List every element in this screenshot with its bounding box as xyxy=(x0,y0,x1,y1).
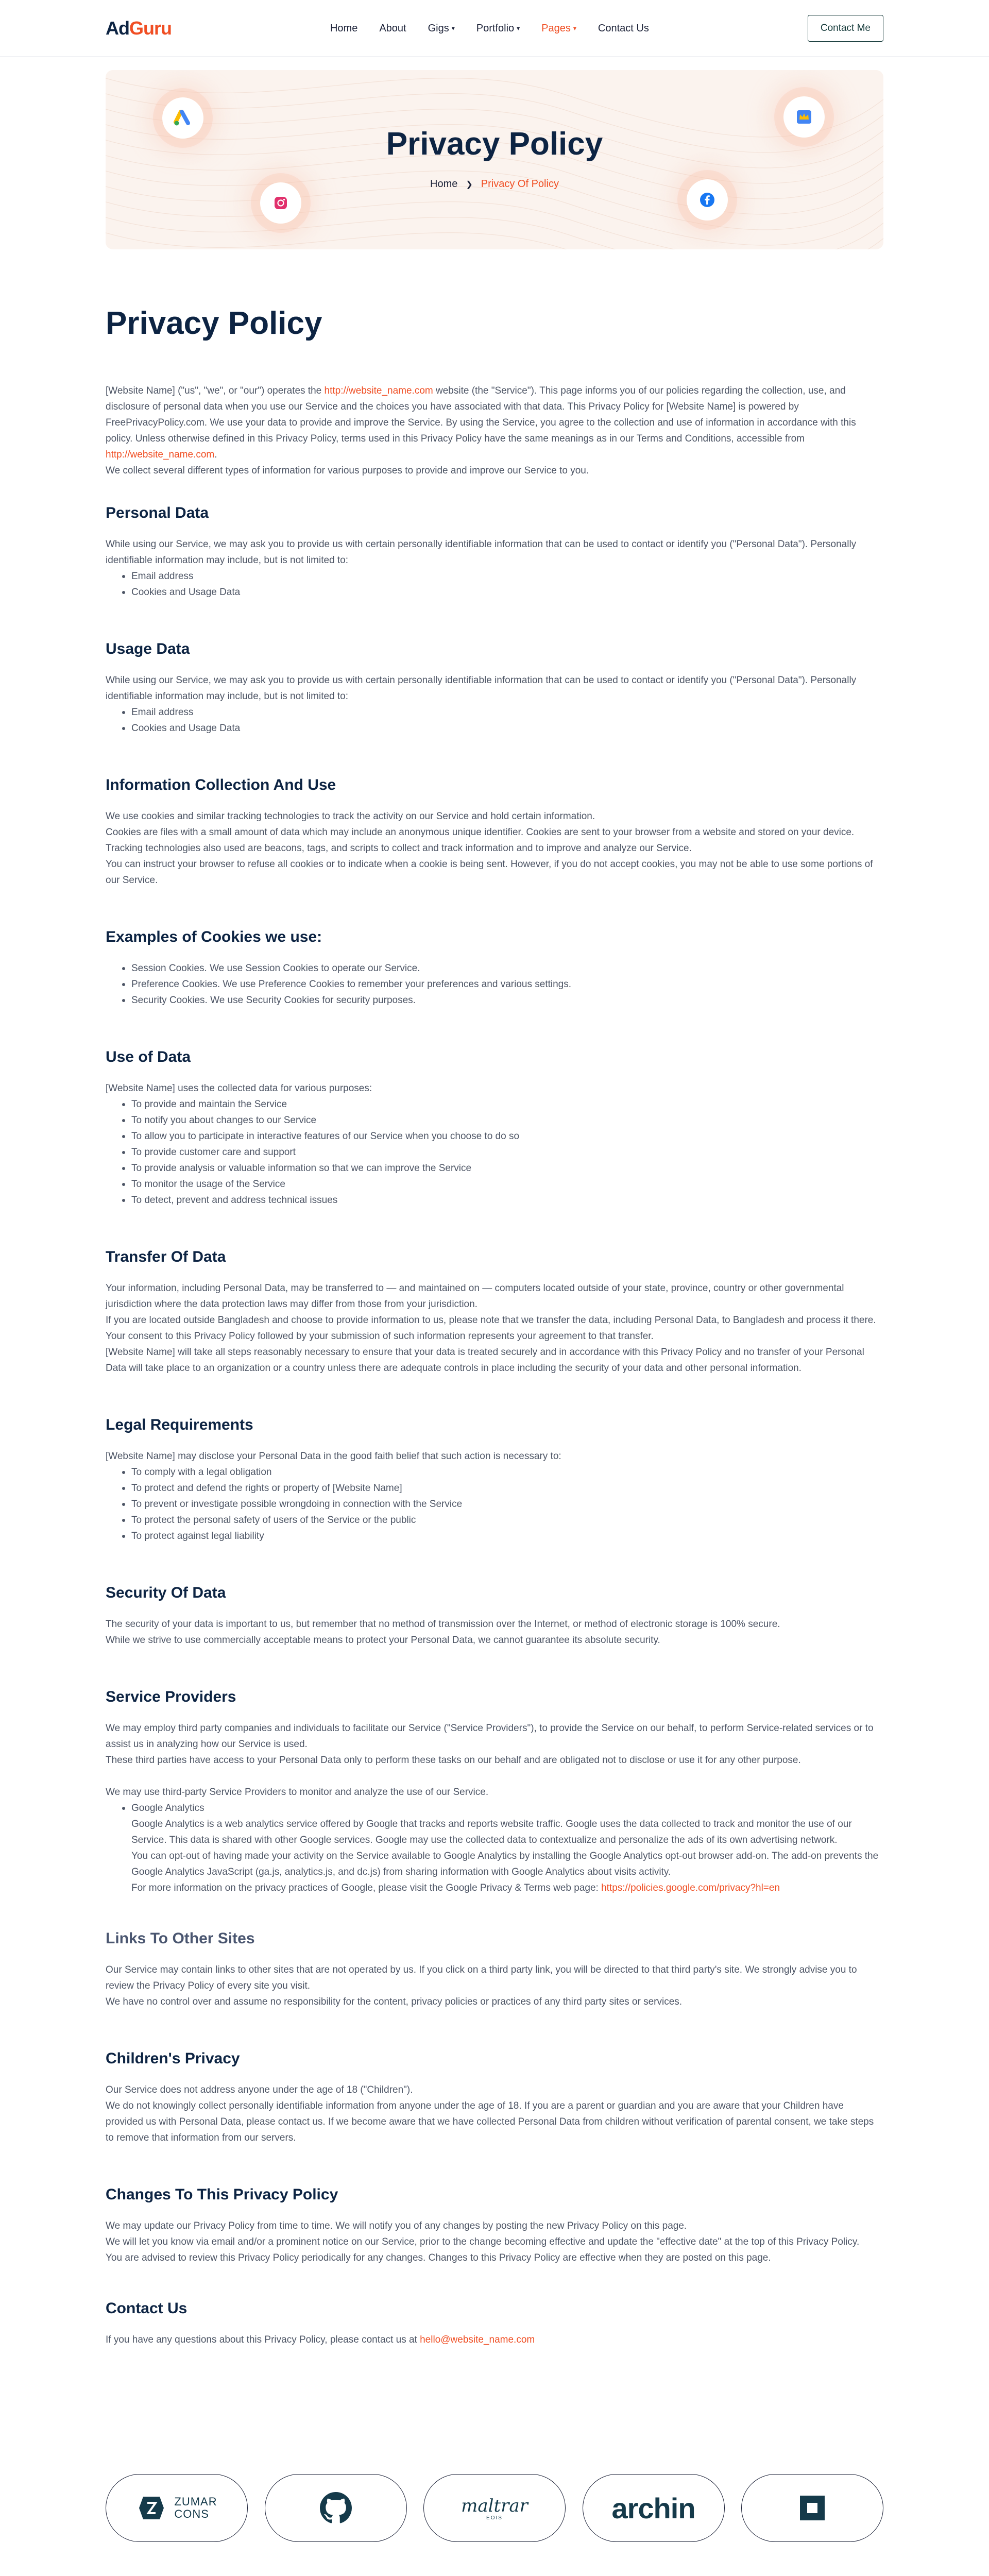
nav-gigs[interactable] xyxy=(428,23,455,35)
list-item: To detect, prevent and address technical issues xyxy=(131,1192,883,1208)
usage-data-list xyxy=(106,704,883,736)
children-section xyxy=(106,2050,883,2146)
nav-contact-label: Contact Us xyxy=(598,22,649,34)
page-title: Privacy Policy xyxy=(106,306,322,341)
section-text: You can instruct your browser to refuse all cookies or to indicate when a cookie is being sent. However, if you do not accept cookies, you may not be able to use some portions of our Service. xyxy=(106,859,873,886)
nav-about[interactable] xyxy=(379,23,406,35)
zumar-line1: ZUMAR xyxy=(174,2495,217,2508)
nav-portfolio[interactable] xyxy=(476,23,520,35)
nav-gigs-label: Gigs xyxy=(428,22,449,34)
intro-text-b: website (the "Service"). This page informs you of our policies regarding the collection, use, and disclosure of personal data when you use our Service and the choices you have associated with that data. This Privacy Policy for [Website Name] is powered by FreePrivacyPolicy.com. We use your data to provide and improve the Service. By using the Service, you agree to the collection and use of information in accordance with this policy. Unless otherwise defined in this Privacy Policy, terms used in this Privacy Policy have the same meanings as in our Terms and Conditions, accessible from xyxy=(106,385,856,444)
section-title: Transfer Of Data xyxy=(106,1248,226,1265)
section-title: Changes To This Privacy Policy xyxy=(106,2186,338,2203)
hero-banner xyxy=(106,70,883,249)
chevron-down-icon: ▾ xyxy=(517,25,520,32)
nav-about-label: About xyxy=(379,22,406,34)
nav-portfolio-label: Portfolio xyxy=(476,22,515,34)
partner-logo-square[interactable] xyxy=(741,2474,883,2542)
section-text: [Website Name] may disclose your Personal Data in the good faith belief that such action is necessary to: xyxy=(106,1451,561,1462)
partner-logo-zumar[interactable] xyxy=(106,2474,248,2542)
intro-section xyxy=(106,383,883,479)
providers-list xyxy=(106,1800,883,1816)
personal-data-list xyxy=(106,568,883,600)
section-text: We use cookies and similar tracking technologies to track the activity on our Service and hold certain information. xyxy=(106,811,595,822)
site-header xyxy=(0,0,989,57)
list-item: Email address xyxy=(131,568,883,584)
policy-content xyxy=(106,249,883,2348)
list-item: Preference Cookies. We use Preference Cookies to remember your preferences and various settings. xyxy=(131,976,883,992)
ga-more-text: For more information on the privacy practices of Google, please visit the Google Privacy & Terms web page: xyxy=(131,1883,602,1893)
facebook-icon xyxy=(700,192,715,208)
nav-home[interactable] xyxy=(330,23,357,35)
list-item: To prevent or investigate possible wrongdoing in connection with the Service xyxy=(131,1496,883,1512)
section-title: Service Providers xyxy=(106,1688,236,1705)
section-title: Usage Data xyxy=(106,640,190,657)
changes-section xyxy=(106,2186,883,2266)
section-text: Our Service may contain links to other sites that are not operated by us. If you click on a third party link, you will be directed to that third party's site. We strongly advise you to review the Privacy Policy of every site you visit. xyxy=(106,1964,857,1991)
section-text: We do not knowingly collect personally identifiable information from anyone under the age of 18. If you are a parent or guardian and you are aware that your Children have provided us with Personal Data, please contact us. If we become aware that we have collected Personal Data from children without verification of parental consent, we take steps to remove that information from our servers. xyxy=(106,2100,874,2143)
list-item: To provide customer care and support xyxy=(131,1144,883,1160)
section-text: While using our Service, we may ask you to provide us with certain personally identifiable information that can be used to contact or identify you ("Personal Data"). Personally identifiable information may include, but is not limited to: xyxy=(106,675,857,702)
partner-logo-archin[interactable] xyxy=(583,2474,725,2542)
maltrar-script: maltrar xyxy=(461,2495,528,2516)
list-item: To protect and defend the rights or property of [Website Name] xyxy=(131,1480,883,1496)
instagram-icon xyxy=(274,196,288,210)
list-item: To allow you to participate in interactive features of our Service when you choose to do so xyxy=(131,1128,883,1144)
archin-wordmark: archin xyxy=(611,2492,695,2524)
section-title: Legal Requirements xyxy=(106,1416,253,1433)
section-text: You are advised to review this Privacy Policy periodically for any changes. Changes to this Privacy Policy are effective when they are posted on this page. xyxy=(106,2252,771,2263)
section-title: Use of Data xyxy=(106,1048,191,1065)
zumar-line2: CONS xyxy=(174,2507,209,2520)
contact-me-button[interactable]: Contact Me xyxy=(808,15,883,42)
ga-text: Google Analytics is a web analytics service offered by Google that tracks and reports website traffic. Google uses the data collected to track and monitor the use of our Service. This data is shared with other Google services. Google may use the collected data to contextualize and personalize the ads of its own advertising network. xyxy=(131,1819,852,1845)
links-section xyxy=(106,1930,883,2010)
list-item: Cookies and Usage Data xyxy=(131,584,883,600)
website-link-2[interactable]: http://website_name.com xyxy=(106,449,215,460)
main-nav xyxy=(330,23,649,35)
square-logo-icon xyxy=(798,2494,827,2522)
list-item: Session Cookies. We use Session Cookies to operate our Service. xyxy=(131,960,883,976)
list-item: To notify you about changes to our Service xyxy=(131,1112,883,1128)
service-providers-section xyxy=(106,1688,883,1896)
contact-section xyxy=(106,2300,883,2348)
transfer-section xyxy=(106,1248,883,1376)
section-text: If you are located outside Bangladesh and choose to provide information to us, please note that we transfer the data, including Personal Data, to Bangladesh and process it there. xyxy=(106,1315,876,1326)
chevron-down-icon: ▾ xyxy=(573,25,576,32)
section-text: Cookies are files with a small amount of data which may include an anonymous unique identifier. Cookies are sent to your browser from a website and stored on your device. Tracking technologies also used are beacons, tags, and scripts to collect and track information and to improve and analyze our Service. xyxy=(106,827,855,854)
use-of-data-list xyxy=(106,1096,883,1208)
intro-text-c: . xyxy=(214,449,217,460)
section-text: We may employ third party companies and individuals to facilitate our Service ("Service Providers"), to provide the Service on our behalf, to perform Service-related services or to assist us in analyzing how our Service is used. xyxy=(106,1723,874,1750)
section-title: Contact Us xyxy=(106,2300,187,2317)
breadcrumb-home[interactable]: Home xyxy=(430,178,458,190)
legal-section xyxy=(106,1416,883,1544)
cookies-list xyxy=(106,960,883,1008)
section-text: Your information, including Personal Data, may be transferred to — and maintained on — computers located outside of your state, province, country or other governmental jurisdiction where the data protection laws may differ from those from your jurisdiction. xyxy=(106,1283,844,1310)
list-item: To protect the personal safety of users of the Service or the public xyxy=(131,1512,883,1528)
section-title: Personal Data xyxy=(106,504,209,521)
section-text: The security of your data is important to us, but remember that no method of transmission over the Internet, or method of electronic storage is 100% secure. xyxy=(106,1619,780,1630)
list-item: To provide analysis or valuable information so that we can improve the Service xyxy=(131,1160,883,1176)
website-link[interactable]: http://website_name.com xyxy=(324,385,433,396)
logo-part-guru: Guru xyxy=(129,18,172,39)
section-text: [Website Name] uses the collected data for various purposes: xyxy=(106,1083,372,1094)
list-item: To monitor the usage of the Service xyxy=(131,1176,883,1192)
nav-pages[interactable] xyxy=(541,23,576,35)
section-text: We may use third-party Service Providers to monitor and analyze the use of our Service. xyxy=(106,1787,489,1798)
use-of-data-section xyxy=(106,1048,883,1208)
section-text: While using our Service, we may ask you to provide us with certain personally identifiable information that can be used to contact or identify you ("Personal Data"). Personally identifiable information may include, but is not limited to: xyxy=(106,539,857,566)
zumar-logo-icon xyxy=(136,2494,167,2522)
logo-part-ad: Ad xyxy=(106,18,129,39)
section-text xyxy=(106,2332,883,2348)
section-title: Security Of Data xyxy=(106,1584,226,1601)
section-text: We may update our Privacy Policy from time to time. We will notify you of any changes by posting the new Privacy Policy on this page. xyxy=(106,2221,687,2231)
nav-home-label: Home xyxy=(330,22,358,34)
cookies-section xyxy=(106,928,883,1008)
list-item: To provide and maintain the Service xyxy=(131,1096,883,1112)
contact-text: If you have any questions about this Privacy Policy, please contact us at xyxy=(106,2334,420,2345)
section-text: We will let you know via email and/or a prominent notice on our Service, prior to the change becoming effective and update the "effective date" at the top of this Privacy Policy. xyxy=(106,2236,860,2247)
github-icon xyxy=(320,2492,352,2524)
intro-paragraph-2: We collect several different types of information for various purposes to provide and improve our Service to you. xyxy=(106,465,589,476)
section-text: Our Service does not address anyone under the age of 18 ("Children"). xyxy=(106,2084,413,2095)
chevron-down-icon: ▾ xyxy=(451,25,455,32)
section-title: Information Collection And Use xyxy=(106,776,336,793)
chevron-right-icon: ❯ xyxy=(466,180,473,189)
list-item: Cookies and Usage Data xyxy=(131,720,883,736)
list-item: To comply with a legal obligation xyxy=(131,1464,883,1480)
security-section xyxy=(106,1584,883,1648)
intro-paragraph xyxy=(106,383,883,463)
partner-logo-maltrar[interactable] xyxy=(423,2474,566,2542)
legal-list xyxy=(106,1464,883,1544)
contact-email-link[interactable]: hello@website_name.com xyxy=(420,2334,535,2345)
section-title: Links To Other Sites xyxy=(106,1930,255,1947)
section-text: We have no control over and assume no responsibility for the content, privacy policies or practices of any third party sites or services. xyxy=(106,1996,683,2007)
list-item: Google Analytics xyxy=(131,1800,883,1816)
info-collection-section xyxy=(106,776,883,888)
ga-more xyxy=(106,1880,883,1896)
section-text: Your consent to this Privacy Policy followed by your submission of such information represents your agreement to that transfer. xyxy=(106,1331,654,1342)
nav-pages-label: Pages xyxy=(541,22,571,34)
partner-logos xyxy=(106,2474,883,2542)
maltrar-tag: EOIS xyxy=(486,2515,503,2521)
hero-title: Privacy Policy xyxy=(386,126,603,162)
section-text: These third parties have access to your Personal Data only to perform these tasks on our behalf and are obligated not to disclose or use it for any other purpose. xyxy=(106,1755,801,1766)
personal-data-section xyxy=(106,504,883,600)
list-item: Email address xyxy=(131,704,883,720)
section-text: [Website Name] will take all steps reasonably necessary to ensure that your data is treated securely and in accordance with this Privacy Policy and no transfer of your Personal Data will take place to an organization or a country unless there are adequate controls in place including the security of your data and other personal information. xyxy=(106,1347,864,1374)
site-logo[interactable] xyxy=(106,18,172,39)
usage-data-section xyxy=(106,640,883,736)
nav-contact[interactable] xyxy=(598,23,649,35)
section-title: Examples of Cookies we use: xyxy=(106,928,322,945)
ga-text: You can opt-out of having made your activity on the Service available to Google Analytics by installing the Google Analytics opt-out browser add-on. The add-on prevents the Google Analytics JavaScript (ga.js, analytics.js, and dc.js) from sharing information with Google Analytics about visits activity. xyxy=(131,1851,879,1877)
crown-icon xyxy=(796,109,812,125)
google-privacy-link[interactable]: https://policies.google.com/privacy?hl=en xyxy=(601,1883,780,1893)
partner-logo-github[interactable] xyxy=(265,2474,407,2542)
breadcrumb-current: Privacy Of Policy xyxy=(481,178,559,190)
intro-text-a: [Website Name] ("us", "we", or "our") operates the xyxy=(106,385,325,396)
list-item: Security Cookies. We use Security Cookies for security purposes. xyxy=(131,992,883,1008)
breadcrumb xyxy=(106,178,883,190)
list-item: To protect against legal liability xyxy=(131,1528,883,1544)
section-title: Children's Privacy xyxy=(106,2050,240,2067)
google-ads-icon xyxy=(174,109,192,127)
section-text: While we strive to use commercially acceptable means to protect your Personal Data, we cannot guarantee its absolute security. xyxy=(106,1635,660,1646)
